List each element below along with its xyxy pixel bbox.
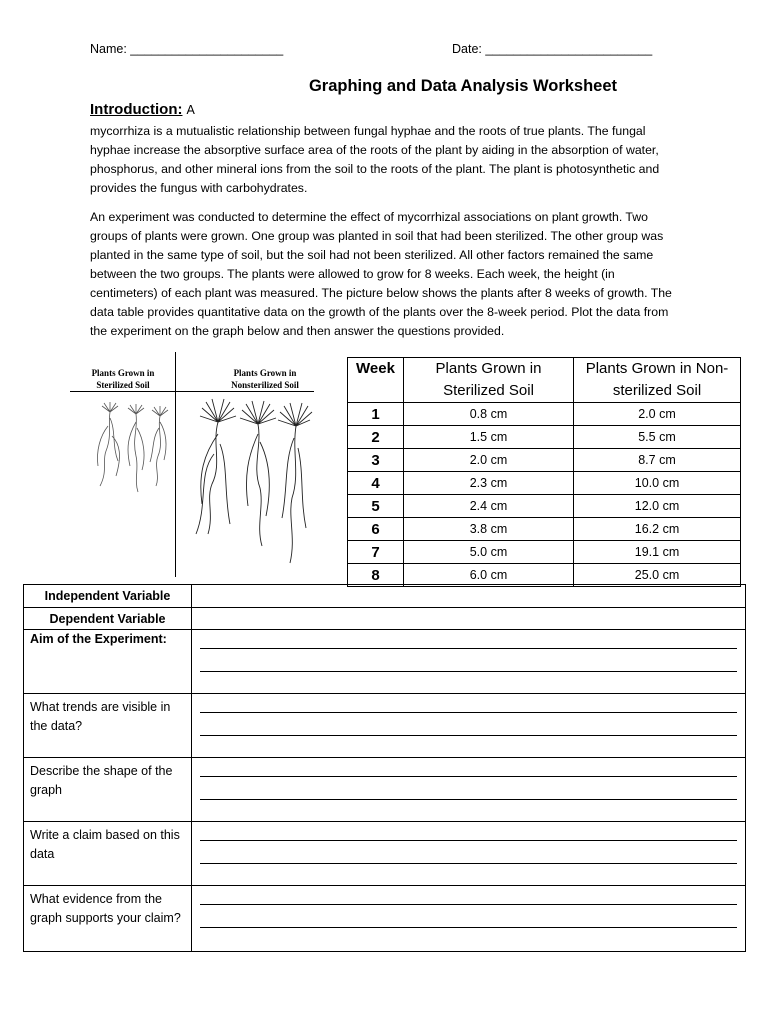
evidence-answer[interactable] (192, 886, 746, 952)
shape-answer[interactable] (192, 758, 746, 822)
nonsterilized-height-cell: 19.1 cm (574, 541, 741, 564)
nonsterilized-height-cell: 12.0 cm (574, 495, 741, 518)
sterilized-height-cell: 5.0 cm (404, 541, 574, 564)
header-nonsterilized: Plants Grown in Non-sterilized Soil (574, 358, 741, 403)
introduction-paragraph-1: mycorrhiza is a mutualistic relationship between fungal hyphae and the roots of true plants. The fungal hyphae increase the absorptive surface area of the roots of the plant by aiding in the absorption of water, phosphorus, and other mineral ions from the soil to the roots of the plant. The plant is photosynthetic and provides the fungus with carbohydrates. (90, 124, 660, 195)
plant-illustration (68, 392, 314, 578)
evidence-label: What evidence from the graph supports your claim? (24, 886, 192, 952)
header-week: Week (348, 358, 404, 403)
answer-line (200, 712, 737, 713)
name-field[interactable]: Name: ______________________ (90, 42, 284, 56)
answer-line (200, 840, 737, 841)
sterilized-height-cell: 1.5 cm (404, 426, 574, 449)
question-row-aim (24, 630, 746, 694)
aim-label: Aim of the Experiment: (24, 630, 192, 694)
answer-line (200, 863, 737, 864)
table-row (348, 518, 741, 541)
answer-line (200, 776, 737, 777)
week-cell: 5 (348, 495, 404, 518)
sterilized-height-cell: 2.0 cm (404, 449, 574, 472)
nonsterilized-plants-drawing (196, 399, 312, 563)
table-row (348, 472, 741, 495)
dependent-variable-label: Dependent Variable (24, 608, 192, 630)
table-row (348, 495, 741, 518)
questions-table (23, 584, 746, 952)
week-cell: 3 (348, 449, 404, 472)
introduction-paragraph-2: An experiment was conducted to determine the effect of mycorrhizal associations on plant growth. Two groups of plants were grown. One group was planted in soil that had been sterilized. The other group was planted in the same type of soil, but the soil had not been sterilized. All other factors remained the same between the two groups. The plants were allowed to grow for 8 weeks. Each week, the height (in centimeters) of each plant was measured. The picture below shows the plants after 8 weeks of growth. The data table provides quantitative data on the growth of the plants over the 8-week period. Plot the data from the experiment on the graph below and then answer the questions provided. (90, 210, 672, 338)
caption-nonsterilized: Plants Grown in Nonsterilized Soil (231, 368, 299, 390)
question-row-claim (24, 822, 746, 886)
date-field[interactable]: Date: ________________________ (452, 42, 653, 56)
nonsterilized-height-cell: 16.2 cm (574, 518, 741, 541)
question-row-trends (24, 694, 746, 758)
question-row-independent (24, 585, 746, 608)
aim-answer[interactable] (192, 630, 746, 694)
sterilized-plants-drawing (97, 402, 168, 492)
answer-line (200, 671, 737, 672)
header-sterilized: Plants Grown in Sterilized Soil (404, 358, 574, 403)
nonsterilized-height-cell: 25.0 cm (574, 564, 741, 587)
sterilized-height-cell: 6.0 cm (404, 564, 574, 587)
caption-sterilized: Plants Grown in Sterilized Soil (91, 368, 155, 390)
sterilized-height-cell: 0.8 cm (404, 403, 574, 426)
question-row-dependent (24, 608, 746, 630)
dependent-variable-answer[interactable] (192, 608, 746, 630)
data-table (347, 357, 741, 587)
question-row-shape (24, 758, 746, 822)
sterilized-height-cell: 2.3 cm (404, 472, 574, 495)
introduction-heading (90, 101, 195, 118)
nonsterilized-height-cell: 2.0 cm (574, 403, 741, 426)
answer-line (200, 904, 737, 905)
sterilized-height-cell: 2.4 cm (404, 495, 574, 518)
week-cell: 8 (348, 564, 404, 587)
answer-line (200, 648, 737, 649)
shape-label: Describe the shape of the graph (24, 758, 192, 822)
data-table-header-row (348, 358, 741, 403)
answer-line (200, 927, 737, 928)
week-cell: 1 (348, 403, 404, 426)
introduction-first-word: A (186, 103, 195, 117)
claim-answer[interactable] (192, 822, 746, 886)
question-row-evidence (24, 886, 746, 952)
week-cell: 4 (348, 472, 404, 495)
answer-line (200, 735, 737, 736)
table-row (348, 449, 741, 472)
nonsterilized-height-cell: 8.7 cm (574, 449, 741, 472)
answer-line (200, 799, 737, 800)
nonsterilized-height-cell: 10.0 cm (574, 472, 741, 495)
table-row (348, 541, 741, 564)
week-cell: 7 (348, 541, 404, 564)
week-cell: 2 (348, 426, 404, 449)
week-cell: 6 (348, 518, 404, 541)
claim-label: Write a claim based on this data (24, 822, 192, 886)
trends-answer[interactable] (192, 694, 746, 758)
trends-label: What trends are visible in the data? (24, 694, 192, 758)
page-title: Graphing and Data Analysis Worksheet (308, 77, 618, 95)
independent-variable-answer[interactable] (192, 585, 746, 608)
independent-variable-label: Independent Variable (24, 585, 192, 608)
table-row (348, 403, 741, 426)
nonsterilized-height-cell: 5.5 cm (574, 426, 741, 449)
sterilized-height-cell: 3.8 cm (404, 518, 574, 541)
table-row (348, 426, 741, 449)
introduction-label: Introduction: (90, 101, 183, 118)
